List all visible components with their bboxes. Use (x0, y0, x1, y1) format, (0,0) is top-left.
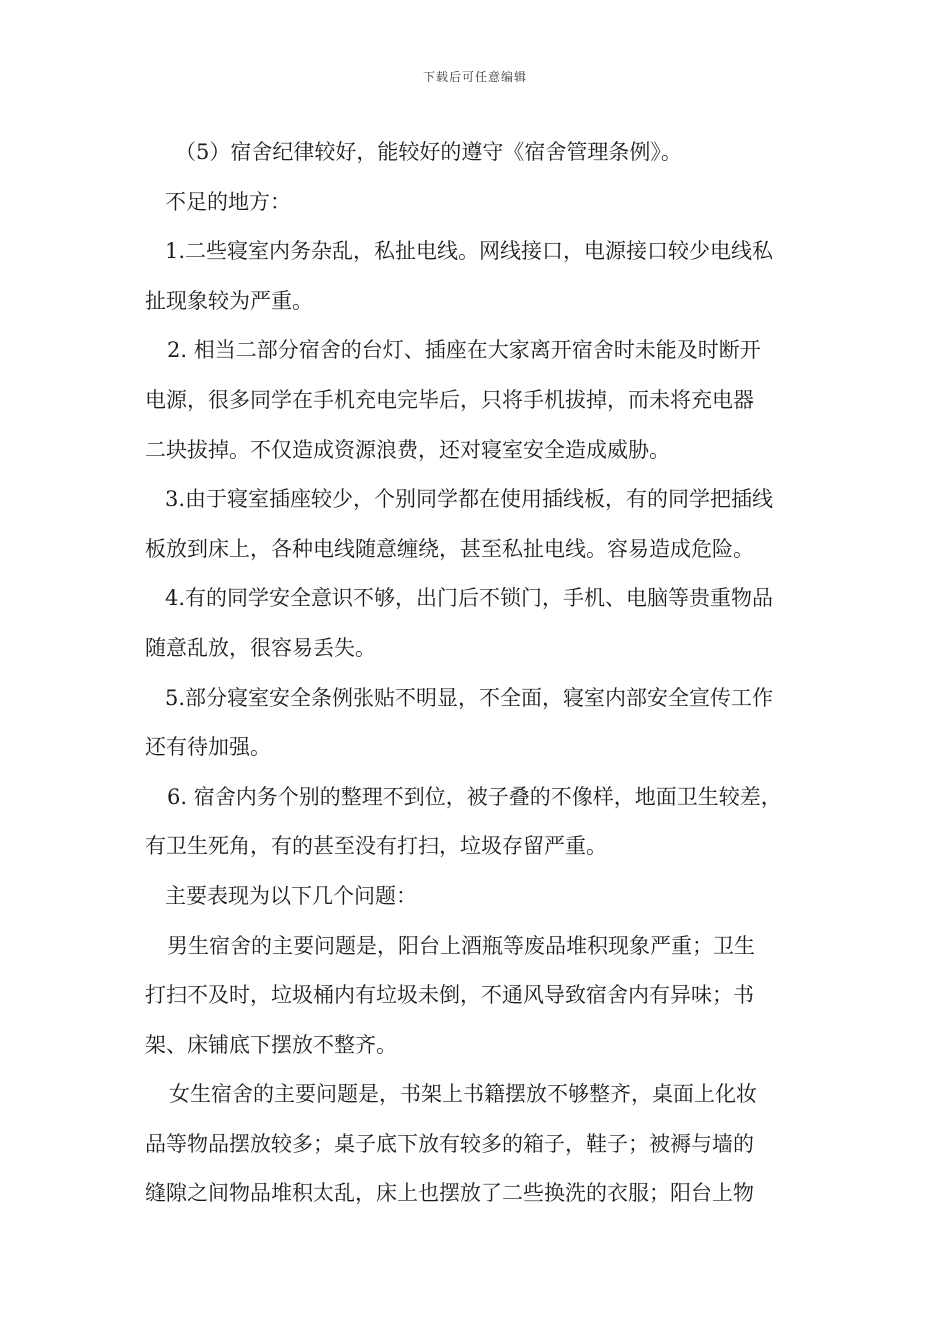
text-line: 电源，很多同学在手机充电完毕后，只将手机拔掉，而未将充电器 (145, 387, 754, 412)
page-header: 下载后可任意编辑 (422, 70, 527, 84)
text-line: 缝隙之间物品堆积太乱，床上也摆放了二些换洗的衣服；阳台上物 (145, 1181, 754, 1206)
text-line: 3.由于寝室插座较少，个别同学都在使用插线板，有的同学把插线 (165, 487, 774, 512)
text-line: 男生宿舍的主要问题是，阳台上酒瓶等废品堆积现象严重；卫生 (167, 933, 755, 958)
text-line: 1.二些寝室内务杂乱，私扯电线。网线接口，电源接口较少电线私 (165, 239, 774, 264)
text-line: 品等物品摆放较多；桌子底下放有较多的箱子，鞋子；被褥与墙的 (145, 1131, 754, 1156)
text-line: 打扫不及时，垃圾桶内有垃圾未倒，不通风导致宿舍内有异味；书 (145, 983, 754, 1008)
text-line: 还有待加强。 (145, 735, 271, 760)
text-line: 架、床铺底下摆放不整齐。 (145, 1032, 397, 1057)
text-line: 扯现象较为严重。 (145, 288, 313, 313)
text-line: 4.有的同学安全意识不够，出门后不锁门，手机、电脑等贵重物品 (165, 586, 774, 611)
text-line: 二块拔掉。不仅造成资源浪费，还对寝室安全造成威胁。 (145, 437, 670, 462)
text-line: （5）宿舍纪律较好，能较好的遵守《宿舍管理条例》。 (175, 140, 682, 164)
text-line: 不足的地方： (165, 189, 291, 214)
document-body (145, 128, 817, 1219)
text-line: 随意乱放，很容易丢失。 (145, 635, 376, 660)
text-line: 有卫生死角，有的甚至没有打扫，垃圾存留严重。 (145, 834, 607, 859)
text-line: 6. 宿舍内务个别的整理不到位，被子叠的不像样，地面卫生较差， (167, 784, 782, 809)
text-line: 5.部分寝室安全条例张贴不明显，不全面，寝室内部安全宣传工作 (165, 685, 774, 710)
text-line: 2. 相当二部分宿舍的台灯、插座在大家离开宿舍时未能及时断开 (167, 338, 761, 363)
text-line: 女生宿舍的主要问题是，书架上书籍摆放不够整齐，桌面上化妆 (169, 1082, 757, 1107)
text-line: 板放到床上，各种电线随意缠绕，甚至私扯电线。容易造成危险。 (145, 536, 754, 561)
text-line: 主要表现为以下几个问题： (165, 883, 417, 908)
